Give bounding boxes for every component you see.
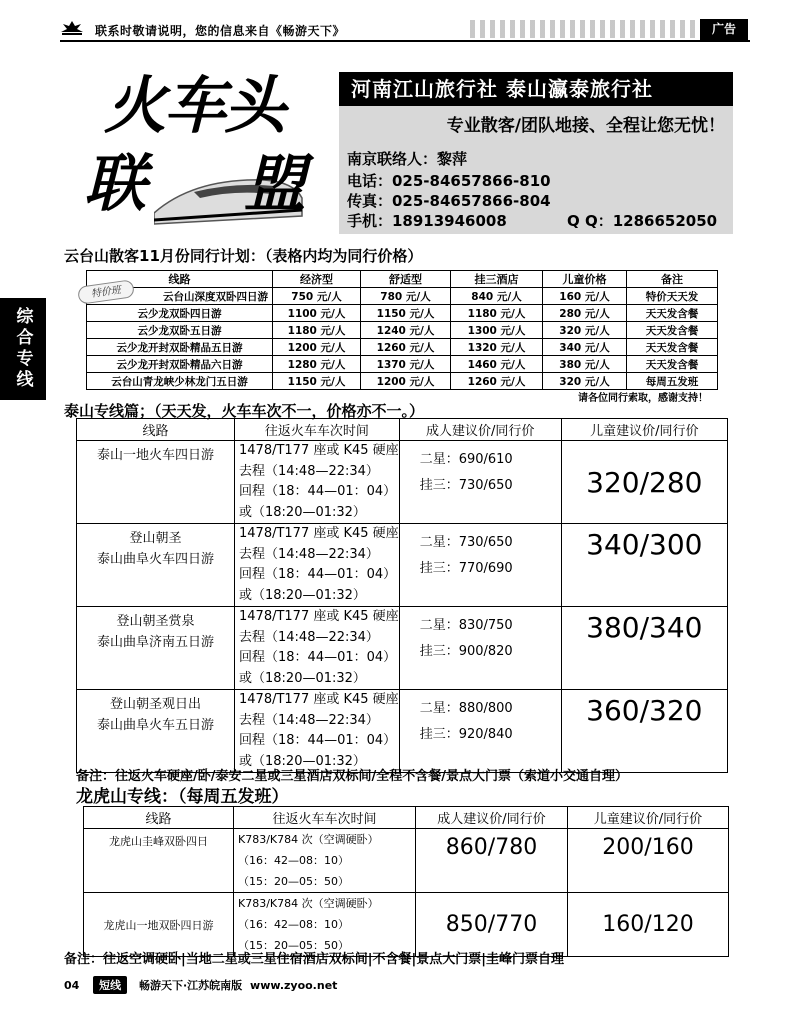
banner-title-word1: 联 <box>84 147 145 220</box>
cell: 750 元/人 <box>273 288 361 305</box>
contact-box <box>339 146 733 234</box>
depart-time: 去程（14:48—22:34） <box>239 546 379 562</box>
return-time: 回程（18：44—01：04） <box>239 567 397 582</box>
col-header: 线路 <box>77 419 235 441</box>
header-rule <box>60 40 750 42</box>
cell: 云少龙开封双卧精品五日游 <box>87 339 273 356</box>
cell: 1100 元/人 <box>273 305 361 322</box>
cell: 1180 元/人 <box>451 305 543 322</box>
cell: 320 元/人 <box>543 373 627 390</box>
cell: 1240 元/人 <box>361 322 451 339</box>
cell: 340 元/人 <box>543 339 627 356</box>
longhushan-table <box>83 806 729 957</box>
route-name: 登山朝圣 <box>129 531 182 546</box>
site-url[interactable]: www.zyoo.net <box>250 979 338 992</box>
table-header-row <box>87 271 718 288</box>
three-star-price: 挂三：730/650 <box>419 478 513 493</box>
child-price: 340/300 <box>561 524 727 607</box>
cell: 天天发含餐 <box>627 322 718 339</box>
table-row <box>77 607 728 690</box>
child-price: 320/280 <box>561 441 727 524</box>
source-disclaimer: 联系时敬请说明，您的信息来自《畅游天下》 <box>95 24 346 38</box>
train-info: 1478/T177 座或 K45 硬座 <box>239 609 399 624</box>
table-row <box>87 305 718 322</box>
cell: 1370 元/人 <box>361 356 451 373</box>
route-name: 登山朝圣赏泉 <box>116 614 195 629</box>
adult-price: 850/770 <box>416 893 568 957</box>
col-header: 备注 <box>627 271 718 288</box>
col-header: 往返火车车次时间 <box>235 419 400 441</box>
route-name: 泰山曲阜火车四日游 <box>96 552 214 567</box>
two-star-price: 二星：880/800 <box>419 701 513 716</box>
adult-price-cell <box>399 524 561 607</box>
times-cell <box>235 607 400 690</box>
checker-decoration <box>470 20 700 38</box>
table-row <box>77 524 728 607</box>
return-time: 回程（18：44—01：04） <box>239 484 397 499</box>
cell: 380 元/人 <box>543 356 627 373</box>
return-time: （15：20—05：50） <box>238 939 349 952</box>
adult-price-cell <box>399 441 561 524</box>
return-time: （15：20—05：50） <box>238 875 349 888</box>
route-cell <box>77 690 235 773</box>
contact-fax: 传真：025-84657866-804 <box>347 192 551 210</box>
two-star-price: 二星：690/610 <box>419 452 513 467</box>
col-header: 成人建议价/同行价 <box>416 807 568 829</box>
contact-mobile: 手机：18913946008 <box>347 212 507 230</box>
table-row <box>87 322 718 339</box>
adult-price-cell <box>399 607 561 690</box>
adult-price: 860/780 <box>416 829 568 893</box>
cell: 160 元/人 <box>543 288 627 305</box>
section-longhushan-title: 龙虎山专线：（每周五发班） <box>76 787 289 807</box>
cell: 780 元/人 <box>361 288 451 305</box>
route-name: 泰山一地火车四日游 <box>96 448 214 463</box>
page-number: 04 <box>64 979 80 992</box>
banner-title-line1: 火车头 <box>104 69 285 142</box>
cell: 320 元/人 <box>543 322 627 339</box>
cell: 天天发含餐 <box>627 339 718 356</box>
col-header: 线路 <box>87 271 273 288</box>
cell: 1260 元/人 <box>361 339 451 356</box>
table-row <box>77 441 728 524</box>
page-footer <box>64 976 337 996</box>
cell: 1260 元/人 <box>451 373 543 390</box>
section3-note: 备注：往返空调硬卧|当地二星或三星住宿酒店双标间|不含餐|景点大门票|圭峰门票自理 <box>64 952 564 967</box>
alt-time: 或（18:20—01:32） <box>239 670 366 686</box>
agency-names: 河南江山旅行社 泰山瀛泰旅行社 <box>339 72 733 106</box>
section-yuntaishan-title: 云台山散客11月份同行计划：（表格内均为同行价格） <box>64 247 423 265</box>
child-price: 380/340 <box>561 607 727 690</box>
train-info: K783/K784 次（空调硬卧） <box>238 897 379 910</box>
cell: 云少龙双卧四日游 <box>87 305 273 322</box>
col-header: 儿童建议价/同行价 <box>561 419 727 441</box>
cell: 1150 元/人 <box>361 305 451 322</box>
footer-tag: 短线 <box>93 976 127 994</box>
col-header: 儿童建议价/同行价 <box>568 807 729 829</box>
two-star-price: 二星：730/650 <box>419 535 513 550</box>
table-header-row <box>84 807 729 829</box>
cell: 天天发含餐 <box>627 356 718 373</box>
three-star-price: 挂三：900/820 <box>419 644 513 659</box>
taishan-table <box>76 418 728 773</box>
times-cell <box>235 441 400 524</box>
publication-logo-icon <box>60 20 84 36</box>
cell: 云少龙开封双卧精品六日游 <box>87 356 273 373</box>
cell: 1280 元/人 <box>273 356 361 373</box>
table-row <box>87 339 718 356</box>
route-cell <box>77 441 235 524</box>
return-time: 回程（18：44—01：04） <box>239 650 397 665</box>
alt-time: 或（18:20—01:32） <box>239 753 366 769</box>
alt-time: 或（18:20—01:32） <box>239 504 366 520</box>
route-name: 登山朝圣观日出 <box>109 697 201 712</box>
contact-qq: Q Q：1286652050 <box>567 212 718 230</box>
child-price: 200/160 <box>568 829 729 893</box>
table-row <box>87 373 718 390</box>
alt-time: 或（18:20—01:32） <box>239 587 366 603</box>
top-header <box>0 0 800 44</box>
route-cell <box>77 524 235 607</box>
cell: 840 元/人 <box>451 288 543 305</box>
ad-tag: 广告 <box>700 19 748 40</box>
col-header: 儿童价格 <box>543 271 627 288</box>
special-offer-badge: 特价班 <box>77 279 135 305</box>
route-name: 泰山曲阜火车五日游 <box>96 718 214 733</box>
adult-price-cell <box>399 690 561 773</box>
cell: 1200 元/人 <box>273 339 361 356</box>
table-row <box>84 829 729 893</box>
child-price: 360/320 <box>561 690 727 773</box>
section1-footnote: 请各位同行索取，感谢支持！ <box>578 393 708 404</box>
depart-time: （16：42—08：10） <box>238 918 349 931</box>
two-star-price: 二星：830/750 <box>419 618 513 633</box>
section-taishan-title: 泰山专线篇；（天天发，火车车次不一，价格亦不一。） <box>64 402 425 420</box>
train-info: 1478/T177 座或 K45 硬座 <box>239 692 399 707</box>
table-row <box>77 690 728 773</box>
cell: 1460 元/人 <box>451 356 543 373</box>
cell: 每周五发班 <box>627 373 718 390</box>
depart-time: （16：42—08：10） <box>238 854 349 867</box>
cell: 1180 元/人 <box>273 322 361 339</box>
col-header: 线路 <box>84 807 234 829</box>
side-category-tab: 综合专线 <box>0 298 46 400</box>
col-header: 往返火车车次时间 <box>234 807 416 829</box>
cell: 280 元/人 <box>543 305 627 322</box>
child-price: 160/120 <box>568 893 729 957</box>
col-header: 挂三酒店 <box>451 271 543 288</box>
cell: 天天发含餐 <box>627 305 718 322</box>
depart-time: 去程（14:48—22:34） <box>239 463 379 479</box>
times-cell <box>234 829 416 893</box>
route-name: 龙虎山一地双卧四日游 <box>84 893 234 957</box>
yuntaishan-table <box>86 270 718 390</box>
cell: 云台山青龙峡少林龙门五日游 <box>87 373 273 390</box>
agency-slogan: 专业散客/团队地接、全程让您无忧！ <box>339 106 733 146</box>
cell: 云台山深度双卧四日游 <box>87 288 273 305</box>
train-info: 1478/T177 座或 K45 硬座 <box>239 526 399 541</box>
table-row <box>87 288 718 305</box>
table-row <box>84 893 729 957</box>
cell: 1320 元/人 <box>451 339 543 356</box>
table-row <box>87 356 718 373</box>
col-header: 成人建议价/同行价 <box>399 419 561 441</box>
contact-person: 南京联络人：黎萍 <box>347 150 468 168</box>
three-star-price: 挂三：920/840 <box>419 727 513 742</box>
route-cell <box>77 607 235 690</box>
route-name: 泰山曲阜济南五日游 <box>96 635 214 650</box>
route-name: 龙虎山圭峰双卧四日 <box>84 829 234 893</box>
depart-time: 去程（14:48—22:34） <box>239 629 379 645</box>
agency-banner <box>64 50 738 238</box>
cell: 特价天天发 <box>627 288 718 305</box>
publication-name: 畅游天下·江苏皖南版 <box>139 979 243 992</box>
cell: 1300 元/人 <box>451 322 543 339</box>
section2-note: 备注：往返火车硬座/卧/泰安二星或三星酒店双标间/全程不含餐/景点大门票（索道小交通自理） <box>76 769 628 784</box>
return-time: 回程（18：44—01：04） <box>239 733 397 748</box>
col-header: 舒适型 <box>361 271 451 288</box>
cell: 1150 元/人 <box>273 373 361 390</box>
times-cell <box>235 524 400 607</box>
times-cell <box>234 893 416 957</box>
cell: 云少龙双卧五日游 <box>87 322 273 339</box>
three-star-price: 挂三：770/690 <box>419 561 513 576</box>
banner-title-word2: 盟 <box>244 147 305 220</box>
contact-phone: 电话：025-84657866-810 <box>347 172 551 190</box>
col-header: 经济型 <box>273 271 361 288</box>
train-info: 1478/T177 座或 K45 硬座 <box>239 443 399 458</box>
train-info: K783/K784 次（空调硬卧） <box>238 833 379 846</box>
table-header-row <box>77 419 728 441</box>
times-cell <box>235 690 400 773</box>
cell: 1200 元/人 <box>361 373 451 390</box>
depart-time: 去程（14:48—22:34） <box>239 712 379 728</box>
